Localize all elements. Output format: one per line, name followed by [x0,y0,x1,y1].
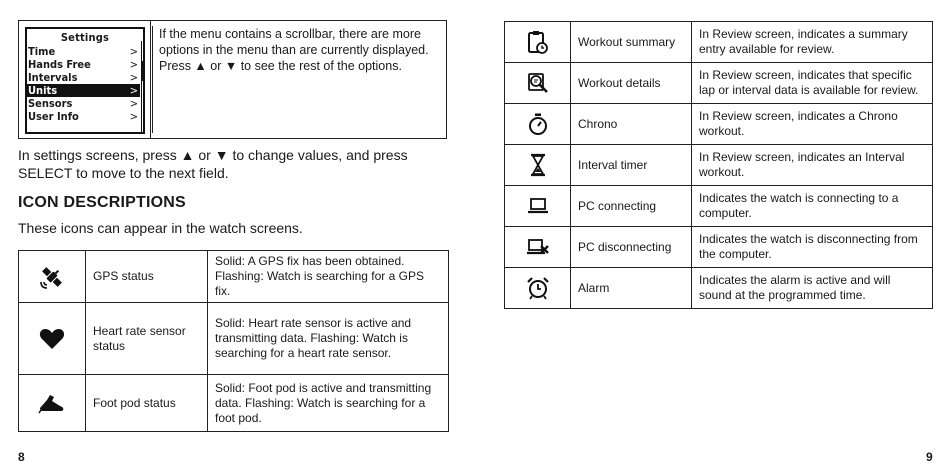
lcd-menu-item-units [27,84,140,97]
gps-satellite-icon [37,262,67,292]
icon-name: Workout summary [571,22,692,63]
table-row [505,186,933,227]
table-row [505,145,933,186]
icon-cell [505,104,571,145]
lcd-scrollbar-thumb [142,61,145,81]
table-row [505,63,933,104]
lcd-menu-label: Units [28,84,58,97]
icon-cell [19,375,86,432]
icon-description-table-right [504,21,933,309]
lcd-menu-item-sensors [27,97,140,110]
lcd-display [25,27,145,134]
lcd-menu-label: Sensors [28,97,73,110]
icon-name: Chrono [571,104,692,145]
lcd-title: Settings [60,31,110,44]
magnifier-doc-icon [526,71,550,95]
icon-cell [505,227,571,268]
table-row [505,268,933,309]
icon-description: Solid: Foot pod is active and transmitting data. Flashing: Watch is searching for a foot pod. [208,375,449,432]
icon-name: GPS status [86,251,208,303]
shoe-icon [38,392,66,414]
icon-name: PC disconnecting [571,227,692,268]
icon-cell [19,251,86,303]
icon-description: In Review screen, indicates an Interval workout. [692,145,933,186]
section-heading: ICON DESCRIPTIONS [18,194,186,211]
lcd-menu-item-time [27,45,140,58]
icon-description: Solid: A GPS fix has been obtained. Flashing: Watch is searching for a GPS fix. [208,251,449,303]
table-row [19,303,449,375]
table-row [19,251,449,303]
icon-name: Workout details [571,63,692,104]
icon-cell [505,22,571,63]
lcd-menu-arrow: > [129,110,138,123]
section-intro: These icons can appear in the watch screens. [18,220,303,236]
lcd-menu-label: Intervals [28,71,78,84]
lcd-menu-item-intervals [27,71,140,84]
lcd-menu-arrow: > [129,58,138,71]
icon-cell [505,63,571,104]
icon-cell [19,303,86,375]
laptop-icon [526,196,550,216]
stopwatch-icon [527,112,549,136]
laptop-x-icon [526,237,550,257]
table-row [19,375,449,432]
lcd-menu-label: Hands Free [28,58,91,71]
lcd-menu-arrow: > [129,71,138,84]
icon-cell [505,145,571,186]
icon-name: PC connecting [571,186,692,227]
table-row [505,22,933,63]
icon-name: Alarm [571,268,692,309]
icon-description: Indicates the alarm is active and will sound at the programmed time. [692,268,933,309]
table-row [505,104,933,145]
page-number-left: 8 [18,450,25,464]
settings-illustration-box [18,20,447,139]
icon-description: Indicates the watch is disconnecting from the computer. [692,227,933,268]
settings-description: If the menu contains a scrollbar, there are more options in the menu than are currently displayed. Press ▲ or ▼ to see the rest of the options. [152,26,449,133]
lcd-scrollbar [141,41,145,134]
lcd-menu-arrow: > [129,45,138,58]
icon-description: In Review screen, indicates a Chrono workout. [692,104,933,145]
lcd-menu-label: Time [28,45,56,58]
icon-cell [505,186,571,227]
icon-description: Indicates the watch is connecting to a computer. [692,186,933,227]
icon-description: In Review screen, indicates a summary entry available for review. [692,22,933,63]
icon-name: Foot pod status [86,375,208,432]
icon-description-table-left [18,250,449,432]
heart-icon [39,327,65,351]
icon-cell [505,268,571,309]
lcd-menu-arrow: > [129,84,138,97]
clipboard-clock-icon [527,29,549,55]
table-row [505,227,933,268]
lcd-menu-item-user-info [27,110,140,123]
settings-instructions: In settings screens, press ▲ or ▼ to change values, and press SELECT to move to the next field. [18,147,408,181]
watch-settings-screen [25,27,162,156]
icon-name: Interval timer [571,145,692,186]
alarm-clock-icon [526,276,550,300]
page-number-right: 9 [926,450,933,464]
icon-description: In Review screen, indicates that specific lap or interval data is available for review. [692,63,933,104]
icon-description: Solid: Heart rate sensor is active and transmitting data. Flashing: Watch is searching for a heart rate sensor. [208,303,449,375]
lcd-menu-arrow: > [129,97,138,110]
lcd-menu-item-hands-free [27,58,140,71]
divider [150,20,151,139]
icon-name: Heart rate sensor status [86,303,208,375]
lcd-menu-label: User Info [28,110,79,123]
hourglass-icon [529,153,547,177]
